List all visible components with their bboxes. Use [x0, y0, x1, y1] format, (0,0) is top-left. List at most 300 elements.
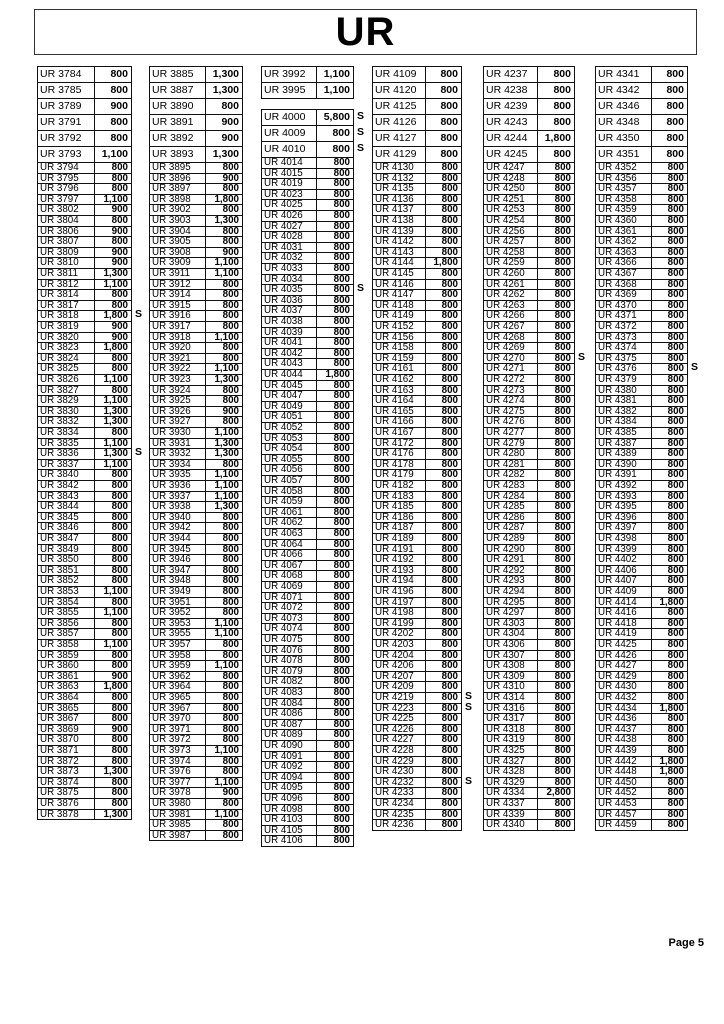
- item-price: 800: [205, 830, 243, 842]
- item-price: 800: [94, 300, 132, 312]
- item-price: 800: [205, 703, 243, 715]
- item-code: UR 4225: [372, 713, 425, 725]
- item-price: 1,100: [205, 332, 243, 344]
- item-code: UR 3949: [149, 586, 205, 598]
- item-price: 800: [205, 395, 243, 407]
- item-code: UR 4015: [261, 168, 316, 180]
- item-code: UR 3840: [37, 469, 94, 481]
- item-price: 800: [651, 438, 688, 450]
- item-code: UR 4109: [372, 66, 425, 83]
- item-code: UR 3914: [149, 289, 205, 301]
- item-code: UR 4219: [372, 692, 425, 704]
- item-code: UR 4399: [595, 544, 651, 556]
- item-code: UR 4293: [483, 575, 537, 587]
- item-code: UR 4287: [483, 522, 537, 534]
- item-price: 800: [425, 374, 462, 386]
- item-code: UR 4039: [261, 327, 316, 339]
- item-price: 800: [425, 332, 462, 344]
- item-price: 1,800: [94, 342, 132, 354]
- item-price: 800: [425, 363, 462, 375]
- item-code: UR 3992: [261, 66, 316, 83]
- item-code: UR 4256: [483, 226, 537, 238]
- item-code: UR 3893: [149, 146, 205, 163]
- item-code: UR 3857: [37, 628, 94, 640]
- item-price: 800: [205, 724, 243, 736]
- item-price: 800: [425, 597, 462, 609]
- item-price: 1,300: [205, 374, 243, 386]
- item-code: UR 4084: [261, 698, 316, 710]
- item-price: 800: [425, 406, 462, 418]
- item-code: UR 4189: [372, 533, 425, 545]
- item-code: UR 4291: [483, 554, 537, 566]
- item-code: UR 3959: [149, 660, 205, 672]
- item-code: UR 3865: [37, 703, 94, 715]
- item-code: UR 4267: [483, 321, 537, 333]
- item-code: UR 4310: [483, 681, 537, 693]
- item-code: UR 3829: [37, 395, 94, 407]
- item-price: 800: [425, 703, 462, 715]
- item-price: 800: [537, 703, 575, 715]
- item-code: UR 3934: [149, 459, 205, 471]
- item-price: 800: [537, 575, 575, 587]
- item-code: UR 4406: [595, 565, 651, 577]
- item-price: 800: [205, 533, 243, 545]
- item-code: UR 4167: [372, 427, 425, 439]
- item-price: 800: [205, 162, 243, 174]
- item-code: UR 4198: [372, 607, 425, 619]
- item-price: 800: [205, 607, 243, 619]
- item-price: 1,100: [94, 438, 132, 450]
- item-price: 800: [537, 544, 575, 556]
- item-price: 800: [205, 183, 243, 195]
- item-code: UR 4092: [261, 761, 316, 773]
- item-price: 900: [205, 406, 243, 418]
- item-price: 800: [537, 618, 575, 630]
- item-code: UR 4239: [483, 98, 537, 115]
- item-code: UR 4395: [595, 501, 651, 513]
- item-price: 800: [94, 618, 132, 630]
- item-price: 800: [425, 385, 462, 397]
- item-code: UR 3887: [149, 82, 205, 99]
- item-price: 800: [425, 469, 462, 481]
- item-price: 800: [425, 819, 462, 831]
- item-code: UR 3878: [37, 809, 94, 821]
- item-code: UR 4014: [261, 157, 316, 169]
- item-code: UR 3804: [37, 215, 94, 227]
- item-code: UR 4132: [372, 173, 425, 185]
- item-price: 800: [94, 787, 132, 799]
- item-price: 800: [651, 332, 688, 344]
- item-price: 800: [94, 82, 132, 99]
- special-marker: S: [465, 774, 473, 787]
- item-price: 800: [651, 501, 688, 513]
- item-price: 800: [94, 734, 132, 746]
- item-price: 800: [205, 681, 243, 693]
- item-price: 800: [316, 464, 354, 476]
- item-price: 800: [94, 480, 132, 492]
- item-code: UR 4197: [372, 597, 425, 609]
- item-code: UR 4427: [595, 660, 651, 672]
- item-code: UR 4262: [483, 289, 537, 301]
- item-price: 800: [651, 681, 688, 693]
- item-code: UR 3807: [37, 236, 94, 248]
- item-price: 800: [651, 226, 688, 238]
- item-code: UR 4187: [372, 522, 425, 534]
- item-price: 800: [316, 761, 354, 773]
- item-price: 1,100: [205, 660, 243, 672]
- item-price: 1,300: [94, 416, 132, 428]
- item-price: 800: [537, 226, 575, 238]
- item-price: 800: [537, 724, 575, 736]
- item-code: UR 3955: [149, 628, 205, 640]
- item-price: 800: [425, 777, 462, 789]
- item-code: UR 4066: [261, 549, 316, 561]
- item-price: 800: [205, 734, 243, 746]
- item-code: UR 4049: [261, 401, 316, 413]
- item-price: 800: [316, 645, 354, 657]
- item-price: 1,100: [316, 66, 354, 83]
- item-price: 800: [651, 310, 688, 322]
- item-code: UR 4186: [372, 512, 425, 524]
- item-code: UR 3970: [149, 713, 205, 725]
- item-price: 800: [205, 756, 243, 768]
- item-code: UR 4095: [261, 782, 316, 794]
- item-price: 800: [651, 660, 688, 672]
- item-price: 800: [537, 671, 575, 683]
- item-code: UR 3892: [149, 130, 205, 147]
- item-price: 800: [651, 787, 688, 799]
- item-price: 1,100: [205, 491, 243, 503]
- item-price: 800: [94, 236, 132, 248]
- item-price: 2,800: [537, 787, 575, 799]
- special-marker: S: [691, 361, 699, 374]
- item-code: UR 4439: [595, 745, 651, 757]
- special-marker: S: [465, 700, 473, 713]
- special-marker: S: [465, 690, 473, 702]
- item-price: 800: [651, 777, 688, 789]
- item-code: UR 4392: [595, 480, 651, 492]
- item-price: 800: [425, 130, 462, 147]
- item-code: UR 4274: [483, 395, 537, 407]
- item-price: 800: [205, 98, 243, 115]
- item-price: 800: [651, 257, 688, 269]
- item-code: UR 4356: [595, 173, 651, 185]
- special-marker: S: [135, 446, 143, 459]
- item-price: 800: [651, 321, 688, 333]
- item-price: 5,800: [316, 109, 354, 126]
- item-code: UR 3863: [37, 681, 94, 693]
- item-code: UR 4339: [483, 809, 537, 821]
- item-code: UR 4156: [372, 332, 425, 344]
- item-price: 1,800: [651, 703, 688, 715]
- item-price: 800: [651, 734, 688, 746]
- item-code: UR 3867: [37, 713, 94, 725]
- item-price: 1,100: [205, 469, 243, 481]
- item-code: UR 3938: [149, 501, 205, 513]
- item-code: UR 4129: [372, 146, 425, 163]
- item-code: UR 3793: [37, 146, 94, 163]
- item-code: UR 4146: [372, 279, 425, 291]
- item-price: 1,300: [94, 448, 132, 460]
- item-price: 1,100: [205, 268, 243, 280]
- item-code: UR 3795: [37, 173, 94, 185]
- item-price: 800: [316, 528, 354, 540]
- item-code: UR 4232: [372, 777, 425, 789]
- table-row: [595, 98, 724, 115]
- item-price: 800: [537, 448, 575, 460]
- item-price: 800: [94, 692, 132, 704]
- item-code: UR 4051: [261, 411, 316, 423]
- item-price: 800: [537, 173, 575, 185]
- item-code: UR 4130: [372, 162, 425, 174]
- item-code: UR 4144: [372, 257, 425, 269]
- item-price: 800: [316, 825, 354, 837]
- item-price: 800: [316, 305, 354, 317]
- item-code: UR 4103: [261, 814, 316, 826]
- item-code: UR 3923: [149, 374, 205, 386]
- item-code: UR 3972: [149, 734, 205, 746]
- item-price: 800: [316, 358, 354, 370]
- item-code: UR 4308: [483, 660, 537, 672]
- item-price: 900: [94, 321, 132, 333]
- item-code: UR 3958: [149, 650, 205, 662]
- item-code: UR 4064: [261, 539, 316, 551]
- item-code: UR 3891: [149, 114, 205, 131]
- item-code: UR 4294: [483, 586, 537, 598]
- item-price: 800: [537, 533, 575, 545]
- item-price: 800: [425, 342, 462, 354]
- item-code: UR 3802: [37, 204, 94, 216]
- item-price: 800: [316, 655, 354, 667]
- item-price: 800: [425, 809, 462, 821]
- item-price: 900: [94, 257, 132, 269]
- item-price: 800: [316, 835, 354, 847]
- item-price: 800: [316, 507, 354, 519]
- item-price: 800: [537, 756, 575, 768]
- item-price: 800: [425, 575, 462, 587]
- item-code: UR 4396: [595, 512, 651, 524]
- item-code: UR 3858: [37, 639, 94, 651]
- item-price: 800: [651, 650, 688, 662]
- item-price: 800: [537, 146, 575, 163]
- item-price: 800: [94, 713, 132, 725]
- item-code: UR 4371: [595, 310, 651, 322]
- item-price: 1,800: [205, 194, 243, 206]
- item-code: UR 4037: [261, 305, 316, 317]
- item-price: 800: [316, 274, 354, 286]
- item-code: UR 4426: [595, 650, 651, 662]
- item-code: UR 3932: [149, 448, 205, 460]
- item-price: 800: [425, 416, 462, 428]
- item-price: 800: [205, 639, 243, 651]
- item-code: UR 4290: [483, 544, 537, 556]
- item-code: UR 4303: [483, 618, 537, 630]
- item-price: 800: [205, 713, 243, 725]
- item-code: UR 3953: [149, 618, 205, 630]
- item-price: 800: [316, 454, 354, 466]
- item-price: 800: [94, 660, 132, 672]
- item-price: 800: [425, 66, 462, 83]
- item-code: UR 4273: [483, 385, 537, 397]
- item-code: UR 3917: [149, 321, 205, 333]
- item-price: 800: [205, 385, 243, 397]
- special-marker: S: [135, 308, 143, 321]
- item-price: 1,100: [94, 586, 132, 598]
- item-price: 800: [94, 130, 132, 147]
- item-code: UR 4228: [372, 745, 425, 757]
- item-code: UR 4269: [483, 342, 537, 354]
- item-price: 800: [537, 734, 575, 746]
- item-price: 800: [537, 713, 575, 725]
- item-code: UR 3806: [37, 226, 94, 238]
- item-code: UR 4279: [483, 438, 537, 450]
- item-code: UR 3871: [37, 745, 94, 757]
- item-code: UR 4202: [372, 628, 425, 640]
- item-price: 800: [425, 194, 462, 206]
- item-price: 800: [316, 242, 354, 254]
- item-code: UR 4162: [372, 374, 425, 386]
- item-price: 800: [651, 374, 688, 386]
- item-price: 1,100: [205, 427, 243, 439]
- item-price: 800: [205, 459, 243, 471]
- item-price: 900: [205, 130, 243, 147]
- item-code: UR 3946: [149, 554, 205, 566]
- item-price: 800: [537, 342, 575, 354]
- item-price: 800: [651, 618, 688, 630]
- item-price: 800: [94, 215, 132, 227]
- item-price: 800: [537, 279, 575, 291]
- item-price: 800: [651, 491, 688, 503]
- item-price: 800: [651, 512, 688, 524]
- item-price: 1,300: [205, 215, 243, 227]
- item-price: 1,800: [651, 597, 688, 609]
- item-code: UR 4334: [483, 787, 537, 799]
- item-price: 800: [651, 713, 688, 725]
- item-price: 800: [537, 809, 575, 821]
- item-price: 800: [425, 300, 462, 312]
- item-price: 800: [537, 204, 575, 216]
- item-price: 800: [651, 427, 688, 439]
- item-price: 800: [537, 501, 575, 513]
- item-code: UR 4209: [372, 681, 425, 693]
- item-price: 800: [537, 798, 575, 810]
- item-code: UR 4083: [261, 687, 316, 699]
- item-code: UR 3985: [149, 819, 205, 831]
- item-price: 800: [205, 650, 243, 662]
- item-price: 1,300: [94, 766, 132, 778]
- item-code: UR 3981: [149, 809, 205, 821]
- item-code: UR 4448: [595, 766, 651, 778]
- item-price: 1,300: [205, 438, 243, 450]
- item-price: 800: [651, 459, 688, 471]
- item-code: UR 3944: [149, 533, 205, 545]
- item-code: UR 4047: [261, 390, 316, 402]
- item-price: 800: [205, 226, 243, 238]
- item-price: 900: [205, 247, 243, 259]
- item-price: 800: [316, 433, 354, 445]
- item-code: UR 4292: [483, 565, 537, 577]
- item-price: 800: [316, 168, 354, 180]
- item-price: 800: [651, 353, 688, 365]
- item-code: UR 4369: [595, 289, 651, 301]
- item-price: 800: [425, 522, 462, 534]
- item-price: 800: [425, 512, 462, 524]
- item-code: UR 4035: [261, 284, 316, 296]
- item-price: 800: [425, 395, 462, 407]
- item-code: UR 4359: [595, 204, 651, 216]
- item-code: UR 4297: [483, 607, 537, 619]
- item-code: UR 4432: [595, 692, 651, 704]
- item-code: UR 4234: [372, 798, 425, 810]
- item-price: 800: [537, 114, 575, 131]
- item-price: 1,300: [205, 82, 243, 99]
- item-price: 800: [651, 363, 688, 375]
- item-price: 1,100: [94, 194, 132, 206]
- item-price: 800: [537, 766, 575, 778]
- item-code: UR 4071: [261, 592, 316, 604]
- item-code: UR 4317: [483, 713, 537, 725]
- item-code: UR 4204: [372, 650, 425, 662]
- item-code: UR 4043: [261, 358, 316, 370]
- item-price: 800: [205, 353, 243, 365]
- item-price: 800: [537, 194, 575, 206]
- item-price: 1,800: [316, 369, 354, 381]
- item-price: 800: [425, 310, 462, 322]
- item-code: UR 3926: [149, 406, 205, 418]
- item-code: UR 4358: [595, 194, 651, 206]
- item-price: 800: [316, 337, 354, 349]
- item-price: 800: [651, 194, 688, 206]
- item-code: UR 4436: [595, 713, 651, 725]
- item-price: 800: [537, 363, 575, 375]
- item-code: UR 3870: [37, 734, 94, 746]
- item-price: 800: [537, 66, 575, 83]
- table-row: [595, 114, 724, 131]
- item-price: 800: [316, 401, 354, 413]
- item-code: UR 3908: [149, 247, 205, 259]
- item-price: 800: [425, 226, 462, 238]
- item-price: 800: [94, 565, 132, 577]
- item-price: 800: [651, 406, 688, 418]
- item-code: UR 4337: [483, 798, 537, 810]
- item-price: 800: [94, 183, 132, 195]
- item-code: UR 4360: [595, 215, 651, 227]
- item-code: UR 3834: [37, 427, 94, 439]
- item-code: UR 4430: [595, 681, 651, 693]
- item-code: UR 4034: [261, 274, 316, 286]
- item-price: 1,300: [94, 406, 132, 418]
- item-price: 800: [651, 819, 688, 831]
- item-code: UR 4159: [372, 353, 425, 365]
- item-code: UR 4145: [372, 268, 425, 280]
- item-price: 800: [537, 247, 575, 259]
- item-price: 800: [316, 772, 354, 784]
- item-price: 800: [425, 681, 462, 693]
- item-price: 800: [205, 819, 243, 831]
- item-code: UR 4438: [595, 734, 651, 746]
- item-price: 800: [537, 745, 575, 757]
- item-price: 900: [205, 114, 243, 131]
- item-code: UR 4258: [483, 247, 537, 259]
- item-price: 800: [205, 586, 243, 598]
- item-price: 800: [316, 210, 354, 222]
- item-price: 1,100: [94, 395, 132, 407]
- item-code: UR 4402: [595, 554, 651, 566]
- item-code: UR 3847: [37, 533, 94, 545]
- item-price: 900: [94, 332, 132, 344]
- item-price: 800: [537, 374, 575, 386]
- item-price: 800: [425, 480, 462, 492]
